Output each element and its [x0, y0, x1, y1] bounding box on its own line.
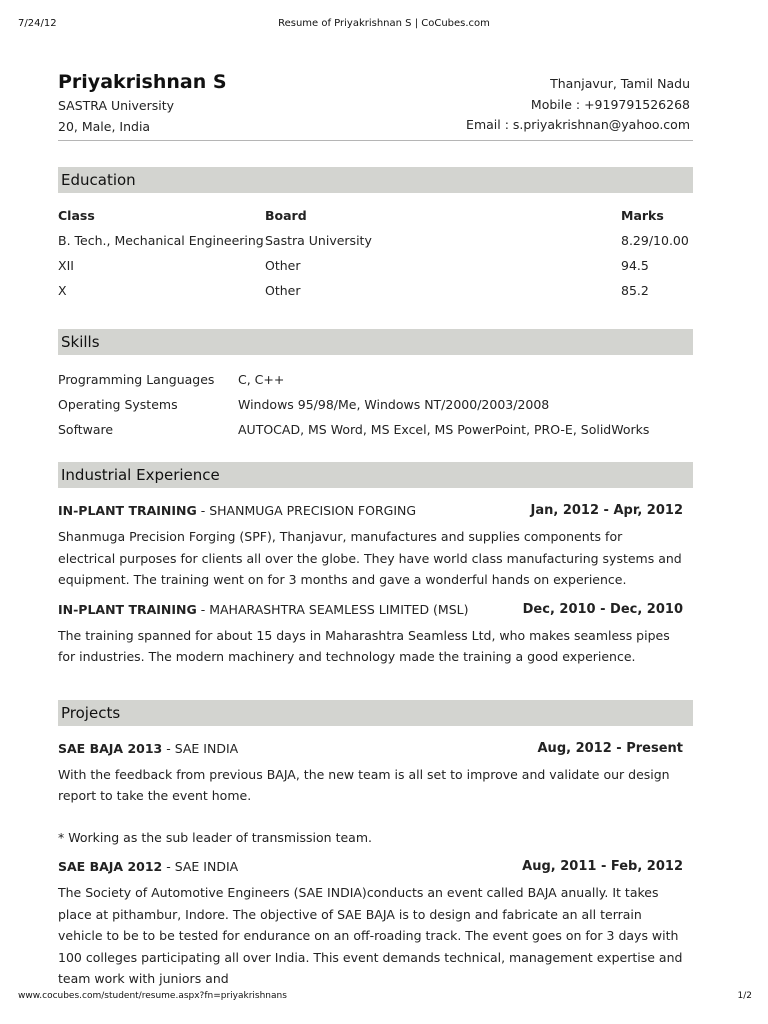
table-row [58, 253, 693, 278]
experience-description [58, 625, 683, 668]
education-class: XII [58, 258, 74, 273]
skill-category: Software [58, 422, 114, 437]
section-header-education: Education [58, 167, 693, 193]
university: SASTRA University [58, 98, 175, 113]
project-item-head [58, 740, 693, 758]
project-item-head [58, 858, 693, 876]
education-table [58, 203, 693, 303]
mobile: Mobile : +919791526268 [530, 96, 690, 112]
education-header-row [58, 203, 693, 228]
table-row [58, 417, 649, 442]
location: Thanjavur, Tamil Nadu [550, 76, 690, 91]
education-marks: 94.5 [621, 258, 649, 273]
print-url: www.cocubes.com/student/resume.aspx?fn=priyakrishnans [18, 991, 287, 1001]
project-dates: Aug, 2012 - Present [537, 740, 683, 756]
project-org: - SAE INDIA [162, 740, 239, 756]
print-title: Resume of Priyakrishnan S | CoCubes.com [278, 18, 490, 29]
table-row [58, 392, 649, 417]
contact-info [466, 74, 690, 136]
print-footer [0, 991, 768, 1005]
experience-item [58, 502, 693, 591]
print-header [0, 18, 768, 32]
skill-category: Operating Systems [58, 397, 178, 412]
project-item [58, 740, 693, 849]
experience-role: IN-PLANT TRAINING [58, 503, 197, 518]
education-board: Other [265, 283, 301, 298]
project-desc-note: * Working as the sub leader of transmission team. [58, 829, 372, 845]
table-row [58, 228, 693, 253]
skill-values: Windows 95/98/Me, Windows NT/2000/2003/2008 [238, 397, 550, 412]
project-desc-text: The Society of Automotive Engineers (SAE INDIA)conducts an event called BAJA anually. It takes place at pithambur, Indore. The objective of SAE BAJA is to design and fabricate an all terrain vehicle to be to be tested for endurance on an off-roading track. The event goes on for 3 days with 100 colleges participating all over India. This event demands technical, management expertise and team work with juniors and [58, 885, 683, 986]
skill-values: C, C++ [238, 372, 285, 387]
profile-left [58, 70, 227, 137]
experience-org: - SHANMUGA PRECISION FORGING [196, 503, 417, 518]
email: Email : s.priyakrishnan@yahoo.com [466, 117, 690, 132]
experience-role: IN-PLANT TRAINING [58, 601, 197, 617]
experience-dates: Dec, 2010 - Dec, 2010 [522, 601, 683, 617]
experience-desc-text: The training spanned for about 15 days in Maharashtra Seamless Ltd, who makes seamless pipes for industries. The modern machinery and technology made the training a good experience. [58, 627, 670, 664]
education-col-marks: Marks [621, 208, 664, 223]
project-org: - SAE INDIA [162, 859, 239, 874]
experience-desc-text: Shanmuga Precision Forging (SPF), Thanjavur, manufactures and supplies components for electrical purposes for clients all over the globe. They have world class manufacturing systems and equipment. The training went on for 3 months and gave a wonderful hands on experience. [58, 529, 682, 587]
project-desc-text: With the feedback from previous BAJA, the new team is all set to improve and validate our design report to take the event home. [58, 766, 670, 803]
education-marks: 85.2 [621, 283, 649, 298]
candidate-name: Priyakrishnan S [58, 71, 227, 93]
education-class: B. Tech., Mechanical Engineering [58, 233, 264, 248]
education-col-board: Board [265, 208, 307, 223]
experience-item-head [58, 502, 693, 520]
skills-table [58, 367, 649, 442]
education-marks: 8.29/10.00 [621, 233, 689, 248]
project-name: SAE BAJA 2013 [58, 740, 163, 756]
education-board: Sastra University [265, 233, 372, 248]
project-name: SAE BAJA 2012 [58, 859, 163, 874]
skill-category: Programming Languages [58, 372, 215, 387]
project-description [58, 882, 683, 990]
education-board: Other [265, 258, 301, 273]
experience-dates: Jan, 2012 - Apr, 2012 [530, 503, 683, 518]
experience-org: - MAHARASHTRA SEAMLESS LIMITED (MSL) [196, 601, 469, 617]
education-col-class: Class [58, 208, 95, 223]
project-description [58, 764, 683, 849]
section-header-skills: Skills [58, 329, 693, 355]
education-class: X [58, 283, 67, 298]
page-number: 1/2 [737, 991, 752, 1001]
skill-values: AUTOCAD, MS Word, MS Excel, MS PowerPoint, PRO-E, SolidWorks [238, 422, 650, 437]
personal-details: 20, Male, India [58, 118, 151, 134]
experience-description [58, 526, 683, 591]
section-header-experience: Industrial Experience [58, 462, 693, 488]
section-header-projects: Projects [58, 700, 693, 726]
project-dates: Aug, 2011 - Feb, 2012 [522, 859, 683, 874]
print-date: 7/24/12 [18, 18, 57, 29]
table-row [58, 367, 649, 392]
experience-item-head [58, 601, 693, 619]
resume-header [58, 70, 693, 141]
table-row [58, 278, 693, 303]
project-item [58, 858, 693, 990]
experience-item [58, 601, 693, 668]
resume [58, 70, 693, 990]
